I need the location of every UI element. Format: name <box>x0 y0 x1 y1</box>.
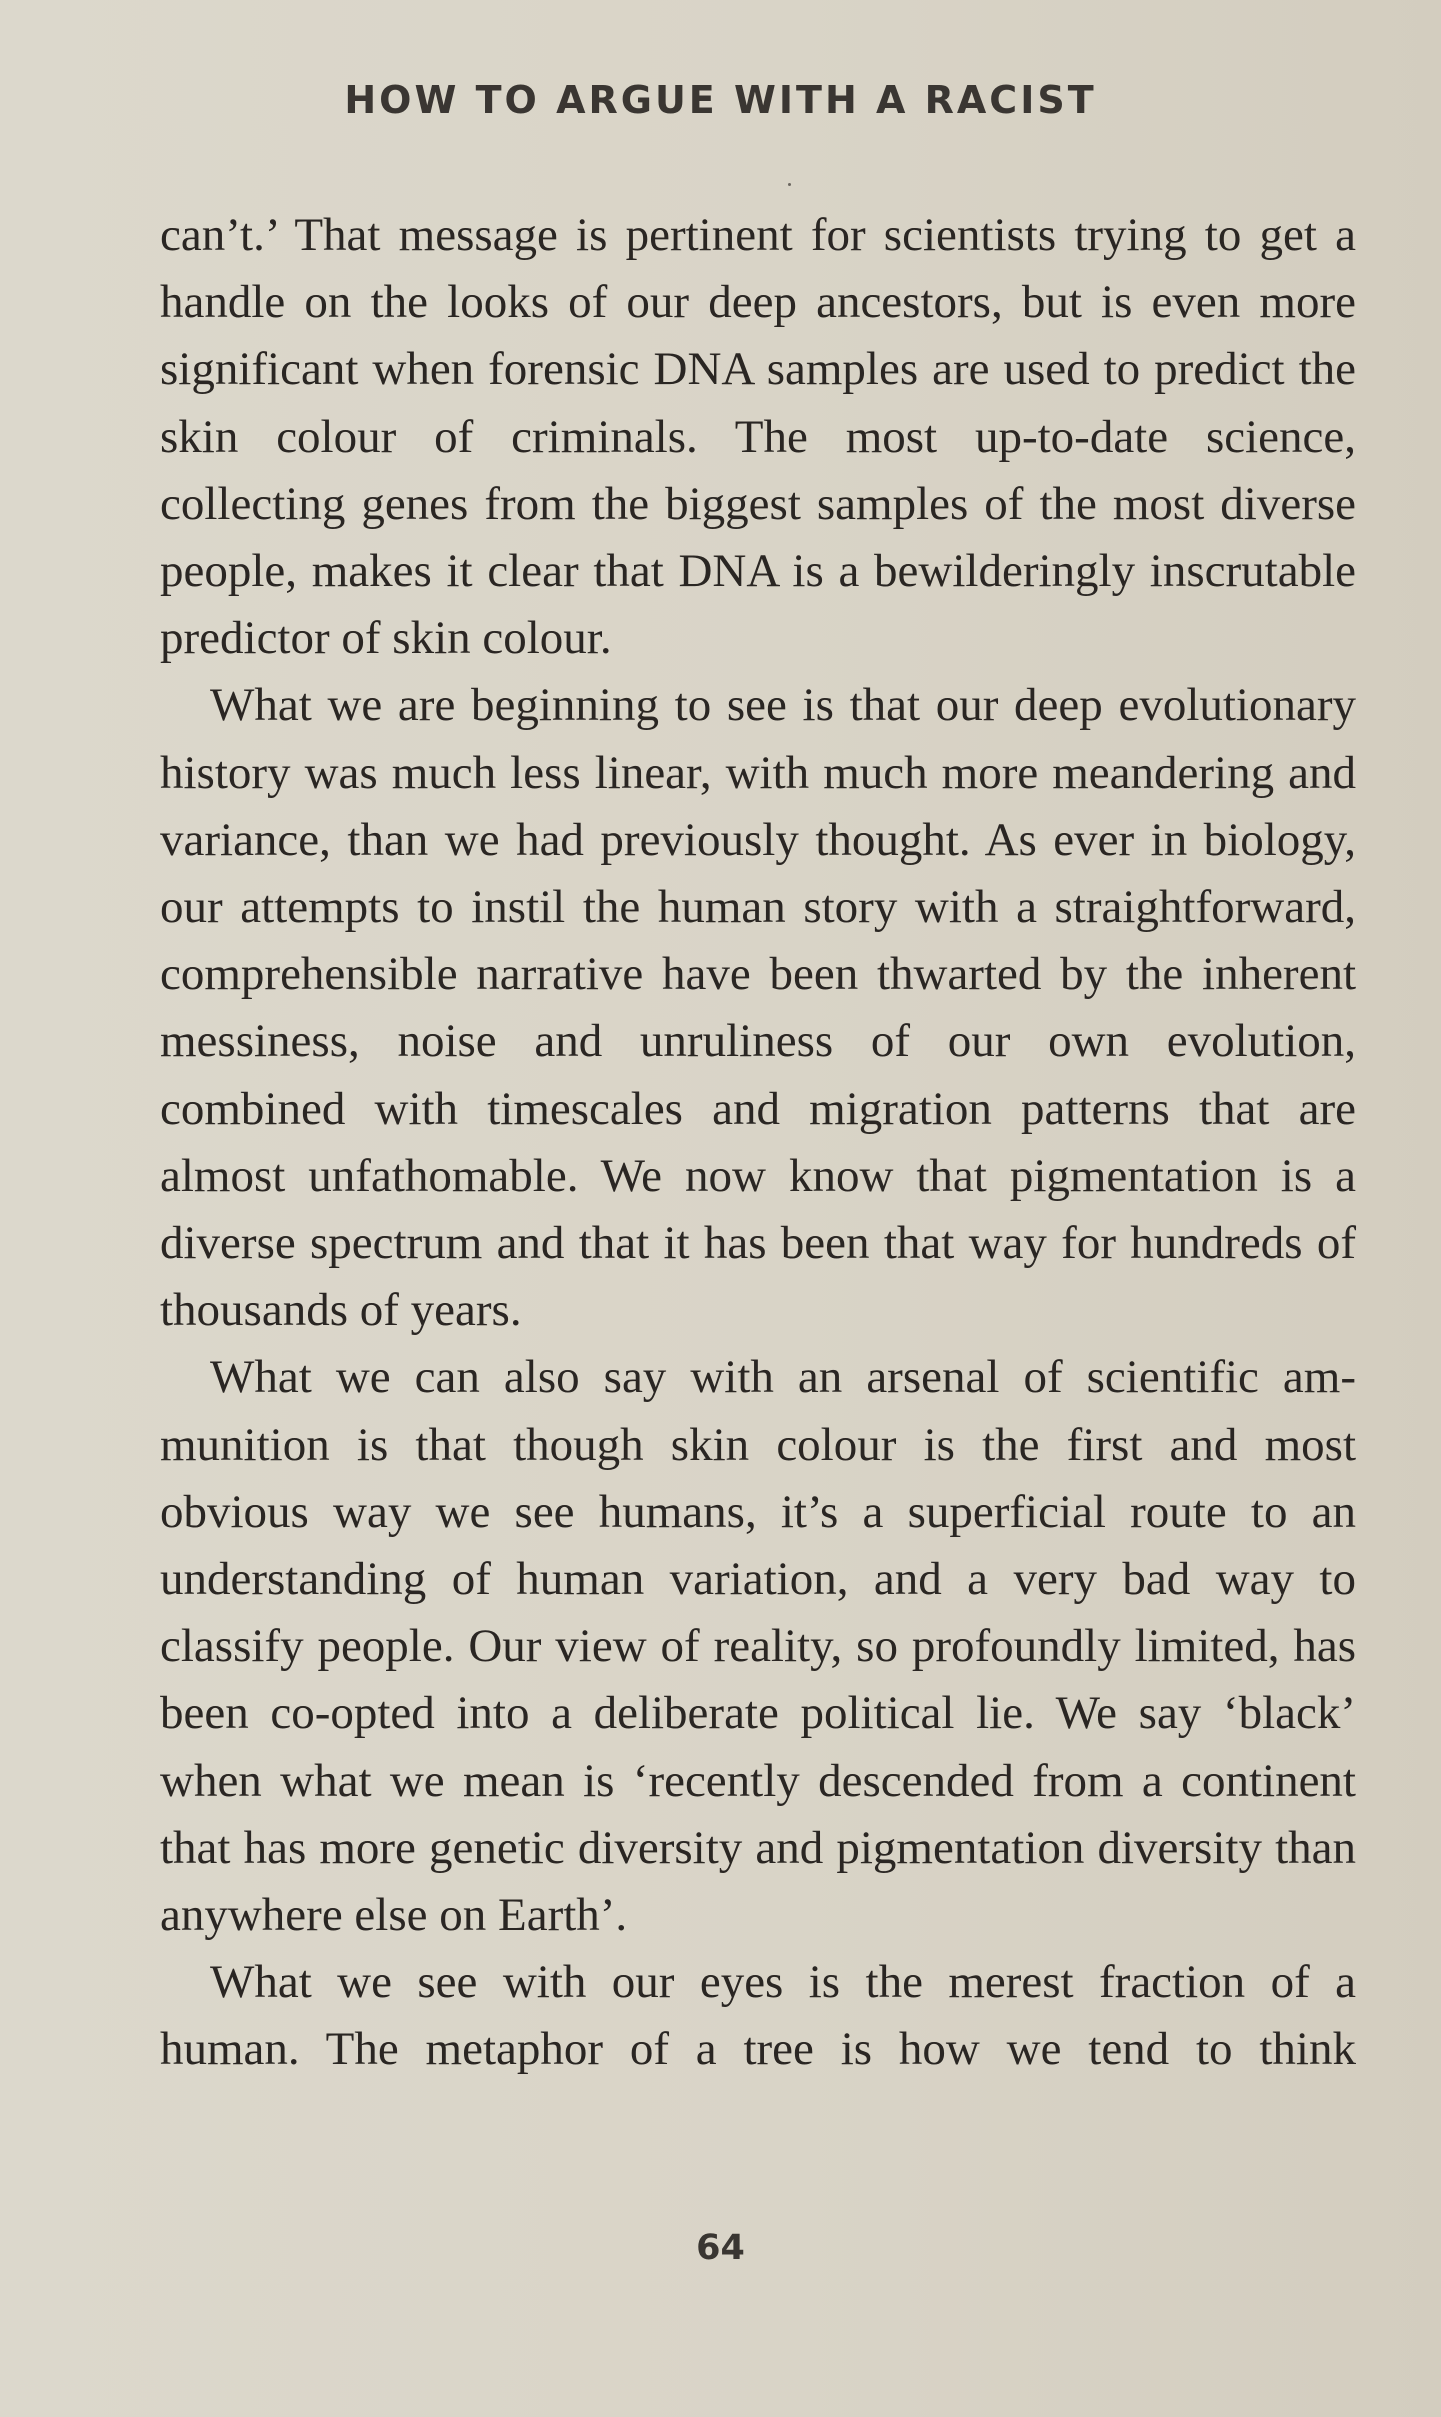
paragraph-continued: can’t.’ That message is pertinent for scientists trying to get a handle on the looks of our deep ancestors, but is even more significant when forensic DNA samples are used to predict the skin colour of criminals. The most up-to-date science, collecting genes from the biggest samples of the most diverse people, makes it clear that DNA is a bewilderingly inscrutable predictor of skin colour. <box>160 209 1356 665</box>
paragraph-continues: What we see with our eyes is the merest fraction of a human. The metaphor of a tree is how we tend to think <box>160 1956 1356 2076</box>
paragraph: What we are beginning to see is that our deep evolutionary history was much less linear, with much more meandering and variance, than we had previously thought. As ever in biology, our attempts to instil the human story with a straightforward, comprehensible narrative have been thwarted by the inherent messiness, noise and unruliness of our own evolution, combined with timescales and migration patterns that are almost unfathomable. We now know that pigmentation is a diverse spectrum and that it has been that way for hundreds of thousands of years. <box>160 679 1356 1337</box>
page-number: 64 <box>696 2228 745 2268</box>
running-header: HOW TO ARGUE WITH A RACIST <box>344 78 1097 122</box>
print-speck <box>788 183 791 186</box>
body-text <box>160 202 1356 2084</box>
paragraph: What we can also say with an arsenal of scientific ammunition is that though skin colour is the first and most obvious way we see humans, it’s a superficial route to an understanding of human variation, and a very bad way to classify people. Our view of reality, so profoundly limited, has been co-opted into a deliberate political lie. We say ‘black’ when what we mean is ‘recently descended from a continent that has more genetic diversity and pigmentation diversity than anywhere else on Earth’. <box>160 1351 1356 1942</box>
